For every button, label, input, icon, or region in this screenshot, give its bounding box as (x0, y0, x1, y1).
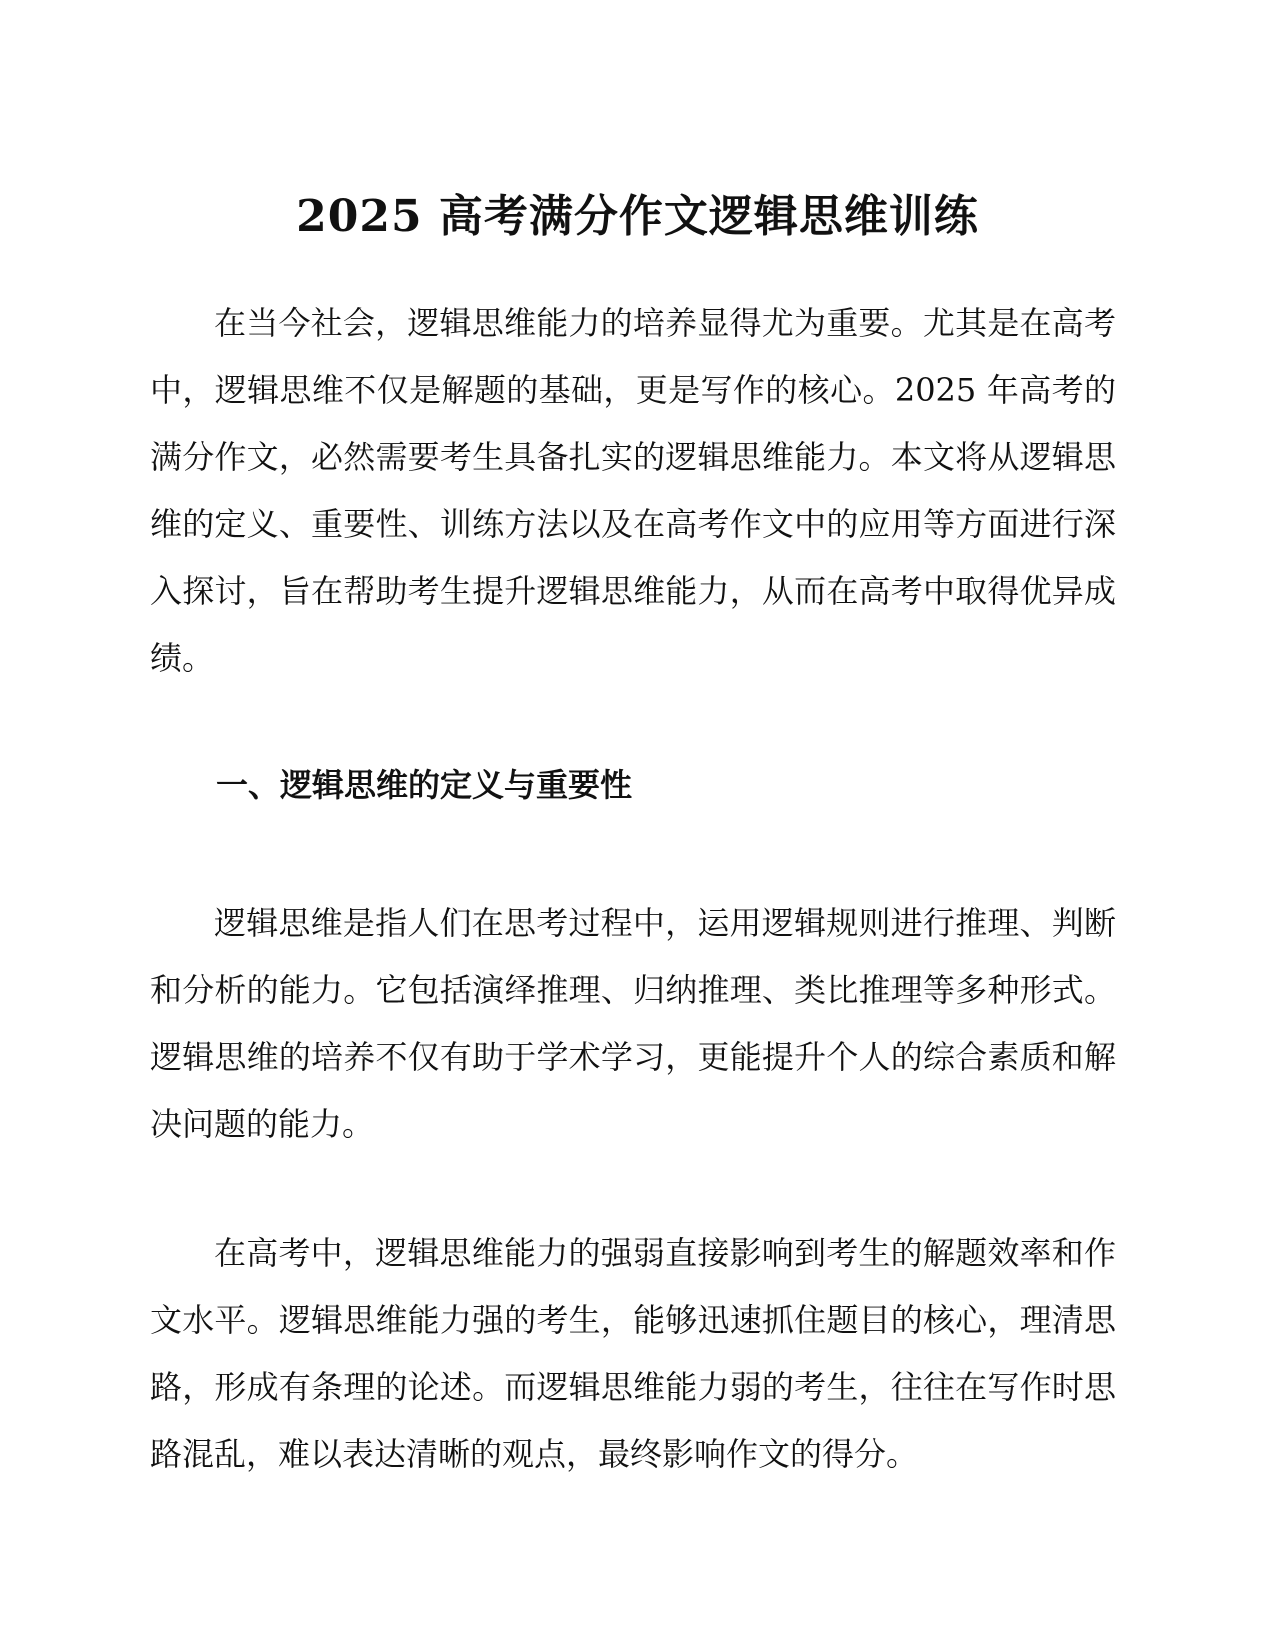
intro-paragraph: 在当今社会，逻辑思维能力的培养显得尤为重要。尤其是在高考中，逻辑思维不仅是解题的基础，更是写作的核心。2025 年高考的满分作文，必然需要考生具备扎实的逻辑思维能力。本文将从逻辑思维的定义、重要性、训练方法以及在高考作文中的应用等方面进行深入探讨，旨在帮助考生提升逻辑思维能力，从而在高考中取得优异成绩。 (150, 304, 1116, 677)
section-paragraph-2: 在高考中，逻辑思维能力的强弱直接影响到考生的解题效率和作文水平。逻辑思维能力强的考生，能够迅速抓住题目的核心，理清思路，形成有条理的论述。而逻辑思维能力弱的考生，往往在写作时思路混乱，难以表达清晰的观点，最终影响作文的得分。 (150, 1234, 1116, 1473)
section-heading: 一、逻辑思维的定义与重要性 (216, 766, 633, 804)
document-title: 2025 高考满分作文逻辑思维训练 (296, 191, 979, 243)
section-paragraph-1: 逻辑思维是指人们在思考过程中，运用逻辑规则进行推理、判断和分析的能力。它包括演绎推理、归纳推理、类比推理等多种形式。逻辑思维的培养不仅有助于学术学习，更能提升个人的综合素质和解决问题的能力。 (150, 904, 1116, 1143)
